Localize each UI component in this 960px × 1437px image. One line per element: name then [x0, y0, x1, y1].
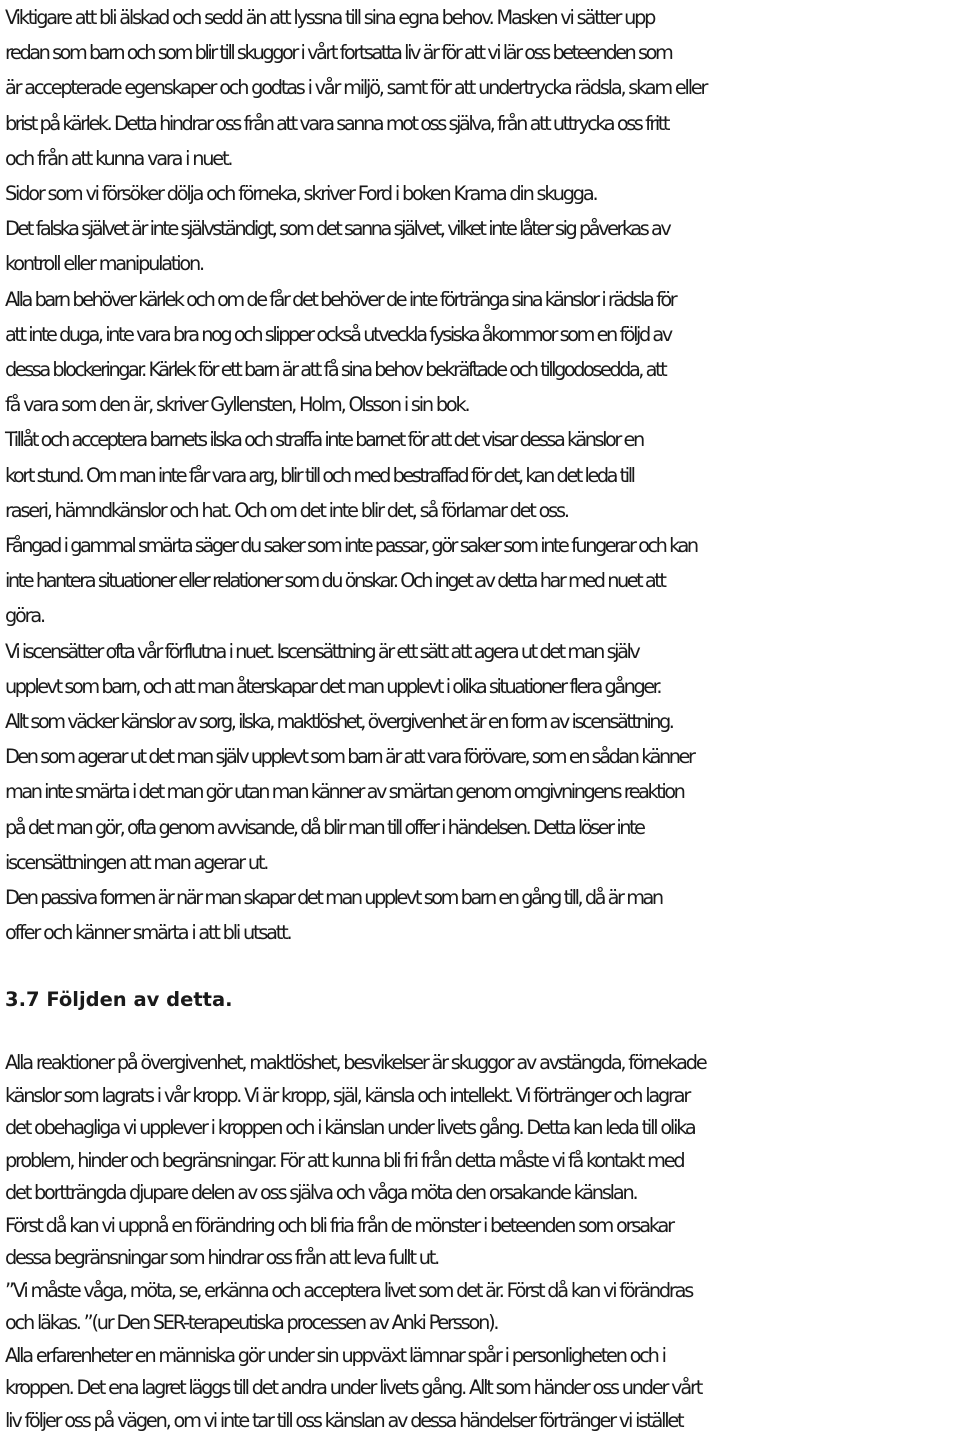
paragraph-line: och läkas. ”(ur Den SER-terapeutiska processen av Anki Persson).: [5, 1307, 957, 1340]
paragraph-line: göra.: [5, 598, 957, 633]
paragraph-line: Allt som väcker känslor av sorg, ilska, maktlöshet, övergivenhet är en form av iscensättning.: [5, 704, 957, 739]
paragraph-line: inte hantera situationer eller relationer som du önskar. Och inget av detta har med nuet att: [5, 563, 957, 598]
paragraph-line: Alla erfarenheter en människa gör under sin uppväxt lämnar spår i personligheten och i: [5, 1340, 957, 1373]
paragraph-line: problem, hinder och begränsningar. För att kunna bli fri från detta måste vi få kontakt med: [5, 1145, 957, 1178]
paragraph-line: kroppen. Det ena lagret läggs till det andra under livets gång. Allt som händer oss under vårt: [5, 1372, 957, 1405]
paragraph-line: man inte smärta i det man gör utan man känner av smärtan genom omgivningens reaktion: [5, 774, 957, 809]
paragraph-line: brist på kärlek. Detta hindrar oss från att vara sanna mot oss själva, från att uttrycka oss fritt: [5, 106, 957, 141]
paragraph-line: raseri, hämndkänslor och hat. Och om det inte blir det, så förlamar det oss.: [5, 493, 957, 528]
paragraph-line: Viktigare att bli älskad och sedd än att lyssna till sina egna behov. Masken vi sätter upp: [5, 0, 957, 35]
paragraph-line: Tillåt och acceptera barnets ilska och straffa inte barnet för att det visar dessa känslor en: [5, 422, 957, 457]
paragraph-line: kontroll eller manipulation.: [5, 246, 957, 281]
paragraph-line: det bortträngda djupare delen av oss själva och våga möta den orsakande känslan.: [5, 1177, 957, 1210]
paragraph-line: är accepterade egenskaper och godtas i vår miljö, samt för att undertrycka rädsla, skam eller: [5, 70, 957, 105]
paragraph-line: Alla reaktioner på övergivenhet, maktlöshet, besvikelser är skuggor av avstängda, förnekade: [5, 1047, 957, 1080]
paragraph-line: Vi iscensätter ofta vår förflutna i nuet. Iscensättning är ett sätt att agera ut det man själv: [5, 634, 957, 669]
paragraph-line: Fångad i gammal smärta säger du saker som inte passar, gör saker som inte fungerar och kan: [5, 528, 957, 563]
paragraph-line: få vara som den är, skriver Gyllensten, Holm, Olsson i sin bok.: [5, 387, 957, 422]
section-heading: 3.7 Följden av detta.: [5, 985, 233, 1015]
paragraph-line: upplevt som barn, och att man återskapar det man upplevt i olika situationer flera gånger.: [5, 669, 957, 704]
paragraph-line: Den passiva formen är när man skapar det man upplevt som barn en gång till, då är man: [5, 880, 957, 915]
paragraph-line: Alla barn behöver kärlek och om de får det behöver de inte förtränga sina känslor i rädsla för: [5, 282, 957, 317]
paragraph-line: offer och känner smärta i att bli utsatt.: [5, 915, 957, 950]
paragraph-line: iscensättningen att man agerar ut.: [5, 845, 957, 880]
paragraph-line: och från att kunna vara i nuet.: [5, 141, 957, 176]
paragraph-line: Det falska självet är inte självständigt, som det sanna självet, vilket inte låter sig påverkas av: [5, 211, 957, 246]
document-section-one: [5, 0, 957, 950]
paragraph-line: liv följer oss på vägen, om vi inte tar till oss känslan av dessa händelser förtränger vi istället: [5, 1405, 957, 1437]
paragraph-line: ”Vi måste våga, möta, se, erkänna och acceptera livet som det är. Först då kan vi förändras: [5, 1275, 957, 1308]
paragraph-line: redan som barn och som blir till skuggor i vårt fortsatta liv är för att vi lär oss beteenden som: [5, 35, 957, 70]
paragraph-line: det obehagliga vi upplever i kroppen och i känslan under livets gång. Detta kan leda till olika: [5, 1112, 957, 1145]
paragraph-line: Först då kan vi uppnå en förändring och bli fria från de mönster i beteenden som orsakar: [5, 1210, 957, 1243]
paragraph-line: känslor som lagrats i vår kropp. Vi är kropp, själ, känsla och intellekt. Vi förtränger och lagrar: [5, 1080, 957, 1113]
paragraph-line: Sidor som vi försöker dölja och förneka, skriver Ford i boken Krama din skugga.: [5, 176, 957, 211]
paragraph-line: Den som agerar ut det man själv upplevt som barn är att vara förövare, som en sådan känner: [5, 739, 957, 774]
paragraph-line: att inte duga, inte vara bra nog och slipper också utveckla fysiska åkommor som en följd av: [5, 317, 957, 352]
document-section-two: [5, 1047, 957, 1437]
paragraph-line: dessa begränsningar som hindrar oss från att leva fullt ut.: [5, 1242, 957, 1275]
paragraph-line: på det man gör, ofta genom avvisande, då blir man till offer i händelsen. Detta löser inte: [5, 810, 957, 845]
paragraph-line: kort stund. Om man inte får vara arg, blir till och med bestraffad för det, kan det leda till: [5, 458, 957, 493]
paragraph-line: dessa blockeringar. Kärlek för ett barn är att få sina behov bekräftade och tillgodosedda, att: [5, 352, 957, 387]
